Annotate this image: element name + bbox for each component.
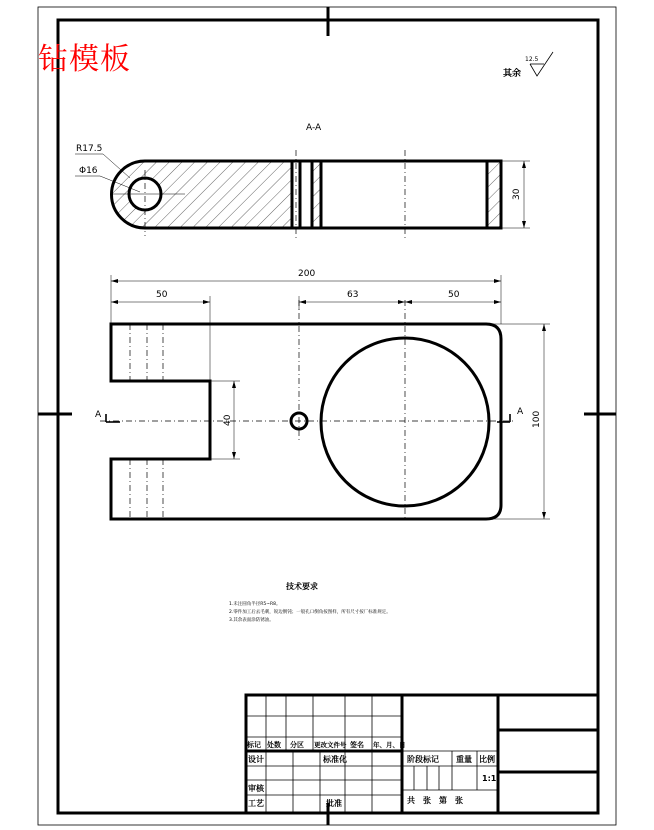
- centering-marks: [38, 7, 616, 825]
- dim-total-length: 200: [298, 269, 316, 279]
- outer-border: [38, 7, 616, 825]
- tb-scale-value: 1:1: [482, 774, 497, 783]
- tech-requirement-item: 1.未注圆角半径R5~R8。: [229, 602, 281, 607]
- section-view: [75, 150, 530, 240]
- tb-label-design: 设计: [248, 755, 264, 764]
- dim-total-height: 100: [532, 410, 542, 428]
- section-view-label: A-A: [306, 123, 322, 133]
- dim-hole-spacing: 63: [347, 290, 359, 300]
- section-marker-right: A: [517, 407, 524, 417]
- section-marker-left: A: [95, 410, 102, 420]
- tb-label-zone: 分区: [290, 741, 304, 749]
- tb-label-count: 处数: [267, 741, 281, 749]
- tb-label-change-doc: 更改文件号: [314, 741, 347, 749]
- tb-label-mark: 标记: [247, 741, 261, 749]
- tb-label-stage-mark: 阶段标记: [407, 755, 439, 764]
- tb-label-date: 年、月、日: [373, 741, 406, 749]
- tb-label-approve: 批准: [326, 799, 342, 808]
- drawing-title: 钻模板: [38, 42, 131, 77]
- tech-requirement-item: 3.其余表面涂防锈油。: [229, 618, 274, 623]
- tb-label-scale: 比例: [479, 755, 495, 764]
- dim-thickness-label: 30: [512, 188, 522, 200]
- dim-radius-label: R17.5: [76, 144, 103, 154]
- tb-label-process: 工艺: [248, 799, 264, 808]
- roughness-prefix: 其余: [503, 69, 522, 79]
- dim-slot-height: 40: [223, 414, 233, 426]
- top-view: [100, 300, 515, 520]
- dim-hole-label: Φ16: [79, 166, 98, 176]
- tb-sheet-count: 共 张 第 张: [407, 796, 463, 805]
- tb-label-standardize: 标准化: [323, 755, 347, 764]
- tb-label-weight: 重量: [456, 755, 472, 764]
- dim-right-width: 50: [448, 290, 460, 300]
- tb-label-review: 审核: [248, 784, 264, 793]
- tb-label-signature: 签名: [350, 741, 364, 749]
- tech-requirement-item: 2.零件加工后去毛刺，锐边倒钝；一般孔口倒角按图样，所有尺寸按厂标准规定。: [229, 610, 391, 615]
- tech-requirements-title: 技术要求: [286, 582, 318, 591]
- roughness-value: 12.5: [525, 56, 539, 63]
- dim-left-width: 50: [156, 290, 168, 300]
